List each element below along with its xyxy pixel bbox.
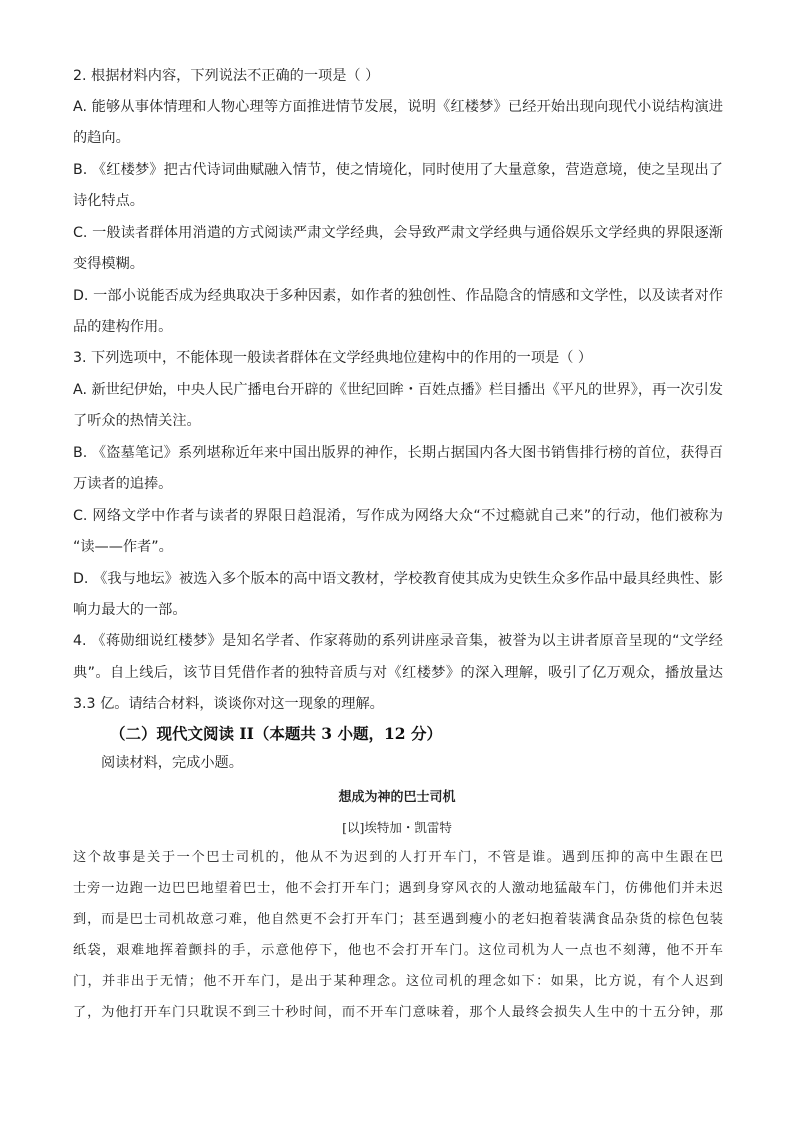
q4-line-2: 典”。自上线后，该节目凭借作者的独特音质与对《红楼梦》的深入理解，吸引了亿万观众，播放量达 — [73, 665, 723, 681]
article-line: 了，为他打开车门只耽误不到三十秒时间，而不开车门意味着，那个人最终会损失人生中的十五分钟，那 — [73, 1005, 723, 1020]
q2-option-a: A. 能够从事体情理和人物心理等方面推进情节发展，说明《红楼梦》已经开始出现向现代小说结构演进 — [73, 99, 723, 115]
q3-option-a-cont: 了听众的热情关注。 — [73, 413, 201, 429]
q3-option-d-cont: 响力最大的一部。 — [73, 602, 187, 618]
article-line: 士旁一边跑一边巴巴地望着巴士，他不会打开车门；遇到身穿风衣的人激动地猛敲车门，仿佛他们并未迟 — [73, 881, 723, 896]
q2-option-d: D. 一部小说能否成为经典取决于多种因素，如作者的独创性、作品隐含的情感和文学性，以及读者对作 — [73, 288, 723, 304]
q2-stem: 2. 根据材料内容，下列说法不正确的一项是（ ） — [73, 68, 380, 84]
q3-option-d: D. 《我与地坛》被选入多个版本的高中语文教材，学校教育使其成为史铁生众多作品中最具经典性、影 — [73, 571, 723, 587]
q2-option-c-cont: 变得模糊。 — [73, 256, 144, 272]
article-line: 纸袋，艰难地挥着颤抖的手，示意他停下，他也不会打开车门。这位司机为人一点也不刻薄，他不开车 — [73, 943, 723, 958]
q3-option-c-cont: “读——作者”。 — [73, 539, 173, 555]
q3-option-b-cont: 万读者的追捧。 — [73, 476, 173, 492]
q4-line-3: 3.3 亿。请结合材料，谈谈你对这一现象的理解。 — [73, 696, 384, 712]
q2-option-b: B. 《红楼梦》把古代诗词曲赋融入情节，使之情境化，同时使用了大量意象，营造意境，使之呈现出了 — [73, 162, 723, 178]
article-author: [以]埃特加・凯雷特 — [342, 820, 452, 835]
article-line: 这个故事是关于一个巴士司机的，他从不为迟到的人打开车门，不管是谁。遇到压抑的高中生跟在巴 — [73, 850, 723, 865]
article-line: 门，并非出于无情；他不开车门，是出于某种理念。这位司机的理念如下：如果，比方说，有个人迟到 — [73, 974, 723, 989]
q3-stem: 3. 下列选项中，不能体现一般读者群体在文学经典地位建构中的作用的一项是（ ） — [73, 350, 593, 366]
q3-option-a: A. 新世纪伊始，中央人民广播电台开辟的《世纪回眸・百姓点播》栏目播出《平凡的世界》，再一次引发 — [73, 382, 723, 398]
q3-option-b: B. 《盗墓笔记》系列堪称近年来中国出版界的神作，长期占据国内各大图书销售排行榜的首位，获得百 — [73, 445, 723, 461]
q2-option-d-cont: 品的建构作用。 — [73, 319, 173, 335]
section-heading: （二）现代文阅读 II（本题共 3 小题，12 分） — [110, 724, 442, 743]
q2-option-b-cont: 诗化特点。 — [73, 193, 144, 209]
article-title: 想成为神的巴士司机 — [338, 790, 456, 805]
section-intro: 阅读材料，完成小题。 — [101, 755, 243, 771]
q2-option-a-cont: 的趋向。 — [73, 130, 130, 146]
q4-line-1: 4. 《蒋勋细说红楼梦》是知名学者、作家蒋勋的系列讲座录音集，被誉为以主讲者原音呈现的“文学经 — [73, 633, 723, 649]
q2-option-c: C. 一般读者群体用消遣的方式阅读严肃文学经典，会导致严肃文学经典与通俗娱乐文学经典的界限逐渐 — [73, 225, 723, 241]
q3-option-c: C. 网络文学中作者与读者的界限日趋混淆，写作成为网络大众“不过瘾就自己来”的行动，他们被称为 — [73, 508, 723, 524]
article-line: 到，而是巴士司机故意刁难，他自然更不会打开车门；甚至遇到瘦小的老妇抱着装满食品杂货的棕色包装 — [73, 912, 723, 927]
